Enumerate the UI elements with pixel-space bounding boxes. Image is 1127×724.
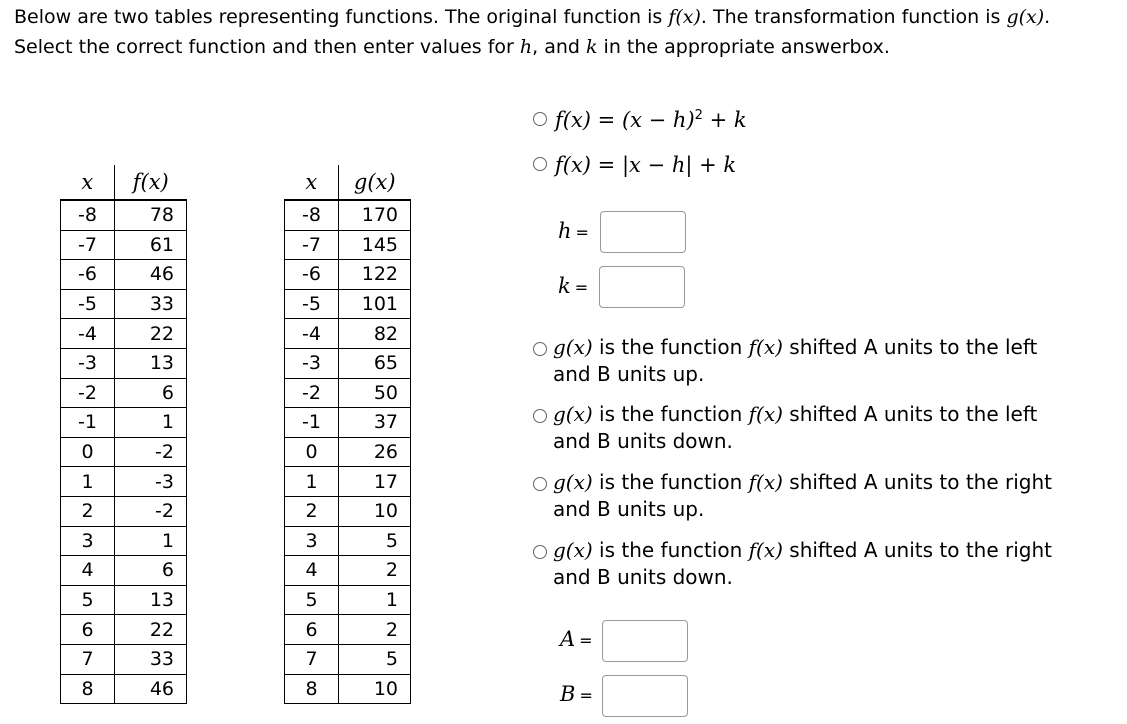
table-g-cell-x: 6 [285, 615, 339, 645]
table-g-row [285, 408, 411, 438]
a-label [560, 627, 593, 651]
table-g-cell-x: 7 [285, 644, 339, 674]
table-g-cell-x: 3 [285, 526, 339, 556]
radio-absolute[interactable] [533, 157, 547, 171]
intro-text-5: in the appropriate answerbox. [597, 36, 890, 58]
table-f-row [61, 674, 187, 704]
table-f-row [61, 230, 187, 260]
table-g-row [285, 230, 411, 260]
option-right-down-g: g(x) [553, 538, 593, 562]
h-label-eq: = [575, 223, 589, 242]
table-g-row [285, 378, 411, 408]
table-g-cell-value: 50 [339, 378, 411, 408]
h-label [558, 219, 589, 243]
table-f-cell-x: -6 [61, 260, 115, 290]
table-f-cell-value: 13 [115, 348, 187, 378]
option-left-up-f: f(x) [748, 335, 783, 359]
option-absolute[interactable] [533, 153, 736, 177]
table-g-cell-x: -7 [285, 230, 339, 260]
radio-quadratic[interactable] [533, 112, 547, 126]
table-f-cell-value: 22 [115, 615, 187, 645]
a-label-var: A [560, 627, 576, 651]
table-f-cell-value: 46 [115, 260, 187, 290]
option-left-up-rest: shifted A units to the left and B units up. [553, 335, 1038, 386]
table-g-row [285, 200, 411, 230]
table-g-cell-value: 2 [339, 556, 411, 586]
option-left-down-g: g(x) [553, 402, 593, 426]
table-f-cell-value: -3 [115, 467, 187, 497]
b-label-eq: = [579, 686, 593, 705]
table-g-cell-x: -5 [285, 289, 339, 319]
option-right-up-f: f(x) [748, 470, 783, 494]
table-g-row [285, 260, 411, 290]
table-f-cell-value: 1 [115, 526, 187, 556]
table-f-row [61, 348, 187, 378]
table-g [284, 165, 411, 704]
table-g-row [285, 348, 411, 378]
table-g-cell-x: -2 [285, 378, 339, 408]
table-f-cell-x: -4 [61, 319, 115, 349]
table-f-header-x: x [61, 165, 115, 200]
table-f-cell-x: -7 [61, 230, 115, 260]
b-label [560, 682, 593, 706]
table-f-cell-x: 3 [61, 526, 115, 556]
radio-left-up[interactable] [533, 342, 547, 356]
table-g-cell-x: -4 [285, 319, 339, 349]
table-f-row [61, 467, 187, 497]
table-g-cell-x: 1 [285, 467, 339, 497]
table-f-cell-value: 13 [115, 585, 187, 615]
table-f-cell-value: 46 [115, 674, 187, 704]
table-g-cell-value: 10 [339, 674, 411, 704]
table-f-cell-value: -2 [115, 496, 187, 526]
table-f-cell-x: 7 [61, 644, 115, 674]
intro-text-3: . Select the correct function and then enter values for [14, 6, 1051, 58]
table-g-cell-x: 5 [285, 585, 339, 615]
table-f-row [61, 437, 187, 467]
table-f-cell-x: -2 [61, 378, 115, 408]
intro-k: k [586, 36, 598, 58]
option-left-down-mid: is the function [592, 402, 749, 426]
table-g-row [285, 644, 411, 674]
intro-text-2: . The transformation function is [700, 6, 1007, 28]
table-f-cell-value: 6 [115, 378, 187, 408]
option-left-up-mid: is the function [592, 335, 749, 359]
table-f-cell-x: 1 [61, 467, 115, 497]
table-f-cell-value: 33 [115, 644, 187, 674]
table-f-row [61, 644, 187, 674]
option-right-up[interactable] [533, 469, 1053, 523]
table-g-cell-x: -6 [285, 260, 339, 290]
option-absolute-text: f(x) = |x − h| + k [555, 153, 737, 177]
table-g-cell-value: 5 [339, 526, 411, 556]
k-label-var: k [558, 274, 571, 298]
table-g-cell-value: 2 [339, 615, 411, 645]
table-g-cell-x: -8 [285, 200, 339, 230]
table-f-cell-value: 1 [115, 408, 187, 438]
table-g-row [285, 437, 411, 467]
table-g-cell-value: 26 [339, 437, 411, 467]
table-g-cell-value: 82 [339, 319, 411, 349]
option-left-down-rest: shifted A units to the left and B units down. [553, 402, 1038, 453]
table-g-row [285, 615, 411, 645]
table-f-cell-x: -8 [61, 200, 115, 230]
table-g-cell-value: 145 [339, 230, 411, 260]
option-quadratic[interactable] [533, 108, 747, 132]
k-label [558, 274, 588, 298]
intro-text-4: , and [532, 36, 586, 58]
k-label-eq: = [574, 278, 589, 297]
table-g-row [285, 556, 411, 586]
table-f-cell-x: 4 [61, 556, 115, 586]
table-g-row [285, 289, 411, 319]
option-left-down[interactable] [533, 401, 1053, 455]
radio-left-down[interactable] [533, 409, 547, 423]
radio-right-up[interactable] [533, 477, 547, 491]
table-f-cell-value: 22 [115, 319, 187, 349]
option-right-up-mid: is the function [592, 470, 749, 494]
table-g-cell-x: 2 [285, 496, 339, 526]
table-f-cell-x: 0 [61, 437, 115, 467]
table-g-cell-value: 10 [339, 496, 411, 526]
table-f-cell-value: 33 [115, 289, 187, 319]
table-f-cell-x: -3 [61, 348, 115, 378]
h-input[interactable] [600, 211, 686, 253]
table-g-cell-x: -1 [285, 408, 339, 438]
table-g-cell-value: 170 [339, 200, 411, 230]
table-f-cell-x: -5 [61, 289, 115, 319]
table-g-cell-value: 1 [339, 585, 411, 615]
b-input[interactable] [602, 675, 688, 717]
a-input[interactable] [602, 620, 688, 662]
table-g-row [285, 467, 411, 497]
option-left-up[interactable] [533, 334, 1053, 388]
h-label-var: h [558, 219, 572, 243]
table-g-cell-value: 5 [339, 644, 411, 674]
table-g-cell-x: -3 [285, 348, 339, 378]
a-label-eq: = [579, 631, 593, 650]
table-f-cell-x: 6 [61, 615, 115, 645]
table-g-header-x: x [285, 165, 339, 200]
table-f-row [61, 200, 187, 230]
table-g-cell-value: 65 [339, 348, 411, 378]
table-g-row [285, 496, 411, 526]
table-f-row [61, 289, 187, 319]
table-g-cell-value: 17 [339, 467, 411, 497]
table-f-row [61, 378, 187, 408]
option-right-down-mid: is the function [592, 538, 749, 562]
table-g-header-gx: g(x) [339, 165, 411, 200]
table-f-row [61, 585, 187, 615]
option-left-up-g: g(x) [553, 335, 593, 359]
intro-h: h [519, 36, 533, 58]
option-right-down-f: f(x) [748, 538, 783, 562]
option-right-down-rest: shifted A units to the right and B units down. [553, 538, 1052, 589]
k-input[interactable] [599, 266, 685, 308]
intro-text-1: Below are two tables representing functions. The original function is [14, 6, 669, 28]
option-quadratic-exponent: 2 [694, 108, 703, 123]
table-g-cell-value: 101 [339, 289, 411, 319]
table-g-row [285, 585, 411, 615]
radio-right-down[interactable] [533, 545, 547, 559]
table-f-cell-x: 8 [61, 674, 115, 704]
option-right-up-g: g(x) [553, 470, 593, 494]
option-left-down-f: f(x) [748, 402, 783, 426]
b-label-var: B [560, 682, 576, 706]
table-g-cell-value: 122 [339, 260, 411, 290]
table-f-cell-value: -2 [115, 437, 187, 467]
instructions [14, 2, 1114, 62]
table-f-row [61, 260, 187, 290]
table-g-cell-x: 0 [285, 437, 339, 467]
option-right-down[interactable] [533, 537, 1053, 591]
intro-fx: f(x) [668, 6, 701, 28]
table-g-cell-x: 4 [285, 556, 339, 586]
table-f-row [61, 408, 187, 438]
table-f-row [61, 319, 187, 349]
table-f-cell-x: -1 [61, 408, 115, 438]
table-f-row [61, 496, 187, 526]
table-g-row [285, 526, 411, 556]
table-f-row [61, 615, 187, 645]
option-right-up-rest: shifted A units to the right and B units up. [553, 470, 1052, 521]
intro-gx: g(x) [1006, 6, 1045, 28]
option-quadratic-text-end: + k [702, 108, 747, 132]
table-f-row [61, 526, 187, 556]
table-f-cell-value: 61 [115, 230, 187, 260]
table-f-cell-x: 5 [61, 585, 115, 615]
table-f-cell-value: 6 [115, 556, 187, 586]
table-g-row [285, 674, 411, 704]
table-f-cell-value: 78 [115, 200, 187, 230]
option-quadratic-text: f(x) = (x − h) [555, 108, 695, 132]
table-f-row [61, 556, 187, 586]
table-f [60, 165, 187, 704]
table-f-cell-x: 2 [61, 496, 115, 526]
table-f-header-fx: f(x) [115, 165, 187, 200]
table-g-cell-value: 37 [339, 408, 411, 438]
table-g-row [285, 319, 411, 349]
table-g-cell-x: 8 [285, 674, 339, 704]
